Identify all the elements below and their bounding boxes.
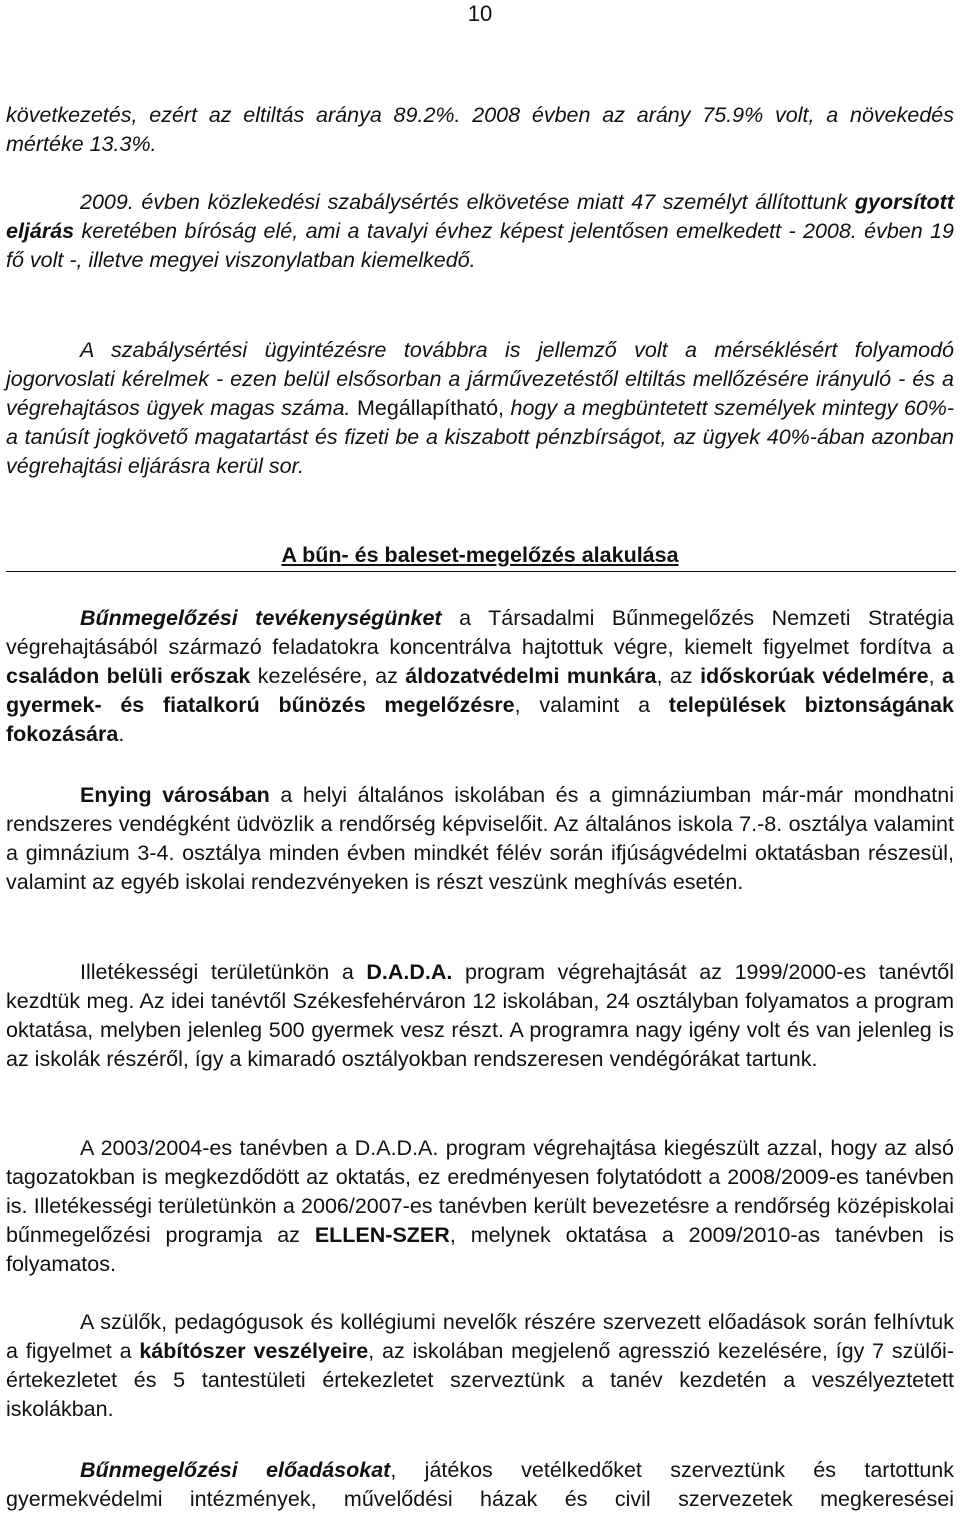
paragraph-enying (6, 781, 954, 897)
emphasis-bunmegelozesi-tevekenyseg: Bűnmegelőzési tevékenységünket (80, 606, 442, 630)
paragraph-text: hogy a megbüntetett személyek mintegy 60%-a tanúsít jogkövető magatartást és fizeti be a kiszabott pénzbírságot, az ügyek 40%-ában azonban végrehajtási eljárásra kerül sor. (6, 396, 955, 478)
paragraph-text: Illetékességi területünkön a (80, 960, 367, 984)
paragraph-text: , valamint a (514, 693, 669, 717)
emphasis-gyorsitott-eljaras: gyorsított eljárás (6, 190, 954, 243)
paragraph-text: , az (656, 664, 701, 688)
paragraph-text: A szabálysértési ügyintézésre továbbra is jellemző volt a mérséklésért folyamodó jogorvoslati kérelmek - ezen belül elsősorban a járművezetéstől eltiltás mellőzésére irányuló - és a végrehajtásos ügyek magas száma. (6, 338, 954, 420)
paragraph-text: következetés, ezért az eltiltás aránya 89.2%. 2008 évben az arány 75.9% volt, a növekedés mértéke 13.3%. (6, 103, 954, 156)
paragraph-text: Megállapítható, (350, 396, 511, 420)
paragraph-bunmegelozes (6, 604, 954, 749)
emphasis-bunmegelozesi-eloadasok: Bűnmegelőzési előadásokat (80, 1458, 391, 1482)
paragraph-ellen-szer (6, 1134, 954, 1279)
paragraph-text: kezelésére, az (250, 664, 406, 688)
emphasis-kabitoszer-veszelyei: kábítószer veszélyeire (139, 1339, 369, 1363)
paragraph-text: , (928, 664, 943, 688)
paragraph-szulok (6, 1308, 954, 1424)
paragraph-gyorsitott-eljaras (6, 188, 954, 275)
paragraph-text: A 2003/2004-es tanévben a D.A.D.A. program végrehajtása kiegészült azzal, hogy az alsó tagozatokban is megkezdődött az oktatás, ez eredményesen folytatódott a 2008/2009-es tanévben is. Illetékességi területünkön a 2006/2007-es tanévben került bevezetésre a rendőrség középiskolai bűnmegelőzési programja az (6, 1136, 954, 1247)
emphasis-gyermek-fiatalkoru: a gyermek- és fiatalkorú bűnözés megelőzésre (6, 664, 954, 717)
paragraph-text: a helyi általános iskolában és a gimnáziumban már-már mondhatni rendszeres vendégként üdvözlik a rendőrség képviselőit. Az általános iskola 7.-8. osztálya valamint a gimnázium 3-4. osztálya minden évben mindkét félév során ifjúságvédelmi oktatásban részesül, valamint az egyéb iskolai rendezvényeken is részt veszünk meghívás esetén. (6, 783, 954, 894)
paragraph-text: , az iskolában megjelenő agresszió kezelésére, így 7 szülői-értekezletet és 5 tantestületi értekezletet szerveztünk a tanév kezdetén a veszélyeztetett iskolákban. (6, 1339, 954, 1421)
paragraph-szabalysertesi-ugyintezes (6, 336, 954, 481)
paragraph-text: program végrehajtását az 1999/2000-es tanévtől kezdtük meg. Az idei tanévtől Székesfehérváron 12 iskolában, 24 osztályban folyamatos a program oktatása, melyben jelenleg 500 gyermek vesz részt. A programra nagy igény volt és van jelenleg is az iskolák részéről, így a kimaradó osztályokban rendszeresen vendégórákat tartunk. (6, 960, 954, 1071)
emphasis-csaladon-beluli-eroszak: családon belüli erőszak (6, 664, 251, 688)
emphasis-telepulesek-biztonsaga: települések biztonságának fokozására (6, 693, 954, 746)
paragraph-text: keretében bíróság elé, ami a tavalyi évhez képest jelentősen emelkedett - 2008. évben 19 fő volt -, illetve megyei viszonylatban kiemelkedő. (6, 219, 954, 272)
emphasis-dada: D.A.D.A. (366, 960, 453, 984)
paragraph-text: A szülők, pedagógusok és kollégiumi nevelők részére szervezett előadások során felhívtuk a figyelmet a (6, 1310, 954, 1363)
emphasis-aldozatvedelmi-munka: áldozatvédelmi munkára (405, 664, 657, 688)
page-number: 10 (467, 1, 493, 26)
paragraph-text: a Társadalmi Bűnmegelőzés Nemzeti Stratégia végrehajtásából származó feladatokra koncentrálva hajtottuk végre, kiemelt figyelmet fordítva a (6, 606, 954, 659)
paragraph-text: , játékos vetélkedőket szerveztünk és tartottunk gyermekvédelmi intézmények, művelődési házak és civil szervezetek megkeresései (6, 1458, 955, 1511)
paragraph-text: . (118, 722, 125, 746)
emphasis-ellen-szer: ELLEN-SZER (314, 1223, 450, 1247)
section-heading: A bűn- és baleset-megelőzés alakulása (281, 543, 679, 567)
paragraph-text: 2009. évben közlekedési szabálysértés elkövetése miatt 47 személyt állítottunk (80, 190, 855, 214)
emphasis-idoskoruak-vedelme: időskorúak védelmére (700, 664, 929, 688)
paragraph-dada-program (6, 958, 954, 1074)
emphasis-enying-varosaban: Enying városában (80, 783, 270, 807)
paragraph-eltiltas (6, 101, 954, 159)
paragraph-eloadasok (6, 1456, 954, 1514)
paragraph-text: , melynek oktatása a 2009/2010-as tanévben is folyamatos. (6, 1223, 954, 1276)
heading-rule (6, 571, 956, 572)
